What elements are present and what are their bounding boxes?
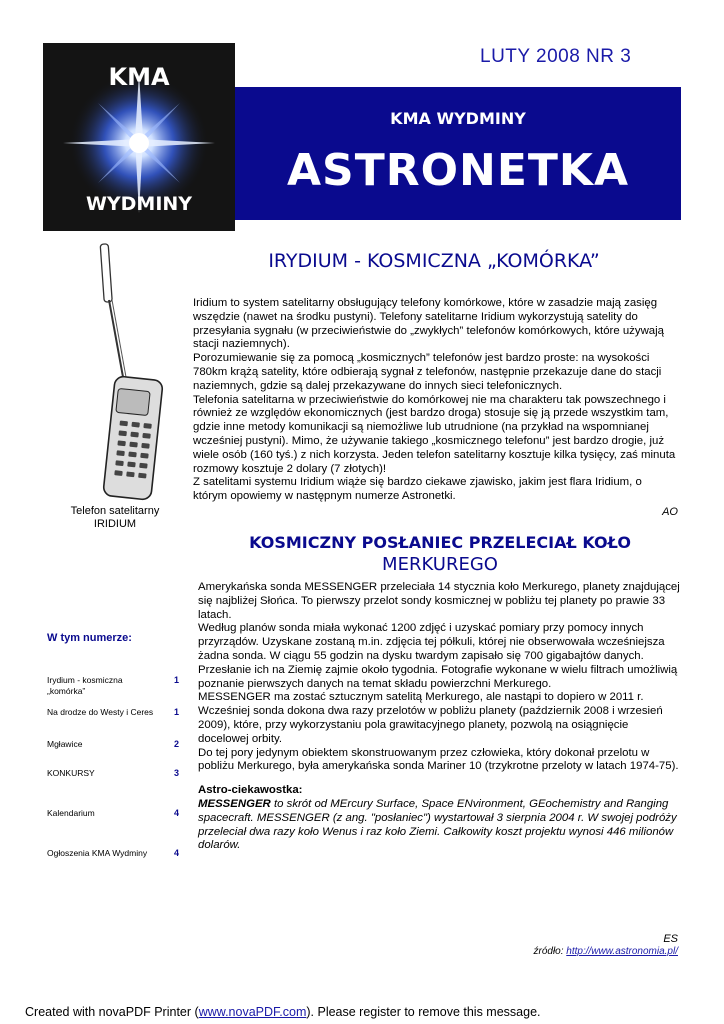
masthead-banner <box>235 87 681 220</box>
toc-item[interactable] <box>47 707 179 739</box>
toc-item[interactable] <box>47 768 179 808</box>
logo-bottom-text: WYDMINY <box>85 193 193 215</box>
toc-item[interactable] <box>47 739 179 768</box>
toc-item-label: Ogłoszenia KMA Wydminy <box>47 848 148 858</box>
toc-item-label: Mgławice <box>47 739 83 749</box>
curiosity-bold: MESSENGER <box>198 797 271 810</box>
satellite-phone-image <box>95 240 167 504</box>
source-line <box>440 946 678 957</box>
article2-signature: ES <box>663 933 678 945</box>
logo-top-text: KMA <box>108 63 170 91</box>
article1-paragraph: Z satelitami systemu Iridium wiąże się bardzo ciekawe zjawisko, jakim jest flara Iridium, o którym opowiemy w następnym numerze Astronetki. <box>193 476 642 503</box>
phone-caption-line2: IRIDIUM <box>93 518 137 530</box>
toc-item[interactable] <box>47 848 179 878</box>
table-of-contents <box>47 675 179 878</box>
toc-item-label: Na drodze do Westy i Ceres <box>47 707 154 717</box>
sidebar-title: W tym numerze: <box>47 632 132 644</box>
toc-item[interactable] <box>47 808 179 848</box>
masthead-subtitle: KMA WYDMINY <box>390 109 526 128</box>
footer-after: ). Please register to remove this message. <box>306 1005 541 1019</box>
source-link[interactable]: http://www.astronomia.pl/ <box>566 946 678 957</box>
club-logo <box>43 43 235 231</box>
toc-item[interactable] <box>47 675 179 707</box>
article1-paragraph: Porozumiewanie się za pomocą „kosmicznych” telefonów jest bardzo proste: na wysokości 780km krążą satelity, które odbierają sygnał z telefonów, następnie przekazuje dane do stacji naziemnych, gdzie są dalej przekazywane do innych sieci telefonicznych. <box>193 352 662 392</box>
phone-caption-line1: Telefon satelitarny <box>70 505 160 517</box>
footer-before: Created with novaPDF Printer ( <box>25 1005 199 1019</box>
toc-item-page: 1 <box>173 675 179 685</box>
article2-headline-line1: KOSMICZNY POSŁANIEC PRZELECIAŁ KOŁO <box>249 533 631 552</box>
article2-paragraph: Do tej pory jedynym obiektem skonstruowanym przez człowieka, który dokonał przelotu w pobliżu Merkurego, była amerykańska sonda Mariner 10 (trzykrotne przeloty w latach 1974-75). <box>198 746 679 773</box>
article1-signature: AO <box>662 506 678 518</box>
toc-item-label: KONKURSY <box>47 768 95 778</box>
article1-body <box>193 297 679 504</box>
article2-paragraph: Według planów sonda miała wykonać 1200 zdjęć i uzyskać pomiary przy pomocy innych przyrządów. Uzyskane zostaną m.in. zdjęcia tej półkuli, której nie obserwowała wcześniejsza żadna sonda. W ciągu 55 godzin na dysku twardym zapisało się 700 gigabajtów danych. Przesłanie ich na Ziemię zajmie około tygodnia. Fotografie wykonane w wielu filtrach umożliwią poznanie pierwszych danych na temat składu powierzchni Merkurego. <box>198 622 678 690</box>
toc-item-page: 4 <box>173 848 179 858</box>
article2-paragraph: MESSENGER ma zostać sztucznym satelitą Merkurego, ale nastąpi to dopiero w 2011 r. Wcześniej sonda dokona dwa razy przelotów w pobliżu planety (październik 2008 i wrzesień 2009), które, przy wykorzystaniu pola grawitacyjnego planety, pozwolą na osiągnięcie docelowej orbity. <box>198 691 663 745</box>
masthead-title: ASTRONETKA <box>286 145 630 196</box>
toc-item-label: Irydium - kosmiczna „komórka” <box>47 675 123 696</box>
toc-item-page: 3 <box>173 768 179 778</box>
source-label: źródło: <box>533 946 567 957</box>
article2-paragraph: Amerykańska sonda MESSENGER przeleciała 14 stycznia koło Merkurego, planety znajdującej się najbliżej Słońca. To pierwszy przelot sondy kosmicznej w pobliżu tej planety po prawie 33 latach. <box>198 581 680 621</box>
footer-watermark <box>25 1005 541 1019</box>
article1-paragraph: Telefonia satelitarna w przeciwieństwie do komórkowej nie ma charakteru tak powszechnego i również ze względów ekonomicznych (jest bardzo droga) stosuje się ją przede wszystkim tam, gdzie inne metody komunikacji są niemożliwe lub utrudnione (na przykład na wspomnianej wcześniej pustyni). Mimo, że używanie takiego „kosmicznego telefonu” jest bardzo drogie, już wiele osób (160 tyś.) z nich korzysta. Jeden telefon satelitarny kosztuje kilka tysięcy, zaś minuta rozmowy kosztuje 2 dolary (7 złotych)! <box>193 393 676 475</box>
curiosity-title: Astro-ciekawostka: <box>198 784 303 797</box>
toc-item-page: 2 <box>173 739 179 749</box>
article1-headline: IRYDIUM - KOSMICZNA „KOMÓRKA” <box>268 250 600 272</box>
curiosity-text <box>198 798 680 853</box>
toc-item-label: Kalendarium <box>47 808 95 818</box>
toc-item-page: 4 <box>173 808 179 818</box>
curiosity-body: to skrót od MErcury Surface, Space ENvironment, GEochemistry and Ranging spacecraft. MESSENGER (z ang. "posłaniec") wystartował 3 sierpnia 2004 r. W swojej podróży przeleciał dwa razy koło Wenus i raz koło Ziemi. Całkowity koszt projektu wynosi 446 milionów dolarów. <box>198 797 677 852</box>
issue-label: LUTY 2008 NR 3 <box>480 46 632 67</box>
phone-caption <box>60 505 170 531</box>
article2-headline <box>190 533 690 575</box>
toc-item-page: 1 <box>173 707 179 717</box>
article1-paragraph: Iridium to system satelitarny obsługujący telefony komórkowe, które w zasadzie mają zasięg wszędzie (nawet na środku pustyni). Telefony satelitarne Iridium wykorzystują satelity do przesyłania sygnału (w przeciwieństwie do „zwykłych” telefonów komórkowych, które używają stacji naziemnych). <box>193 297 664 351</box>
article2-body <box>198 581 680 853</box>
footer-link[interactable]: www.novaPDF.com <box>198 1005 307 1019</box>
article2-headline-line2: MERKUREGO <box>382 554 498 575</box>
